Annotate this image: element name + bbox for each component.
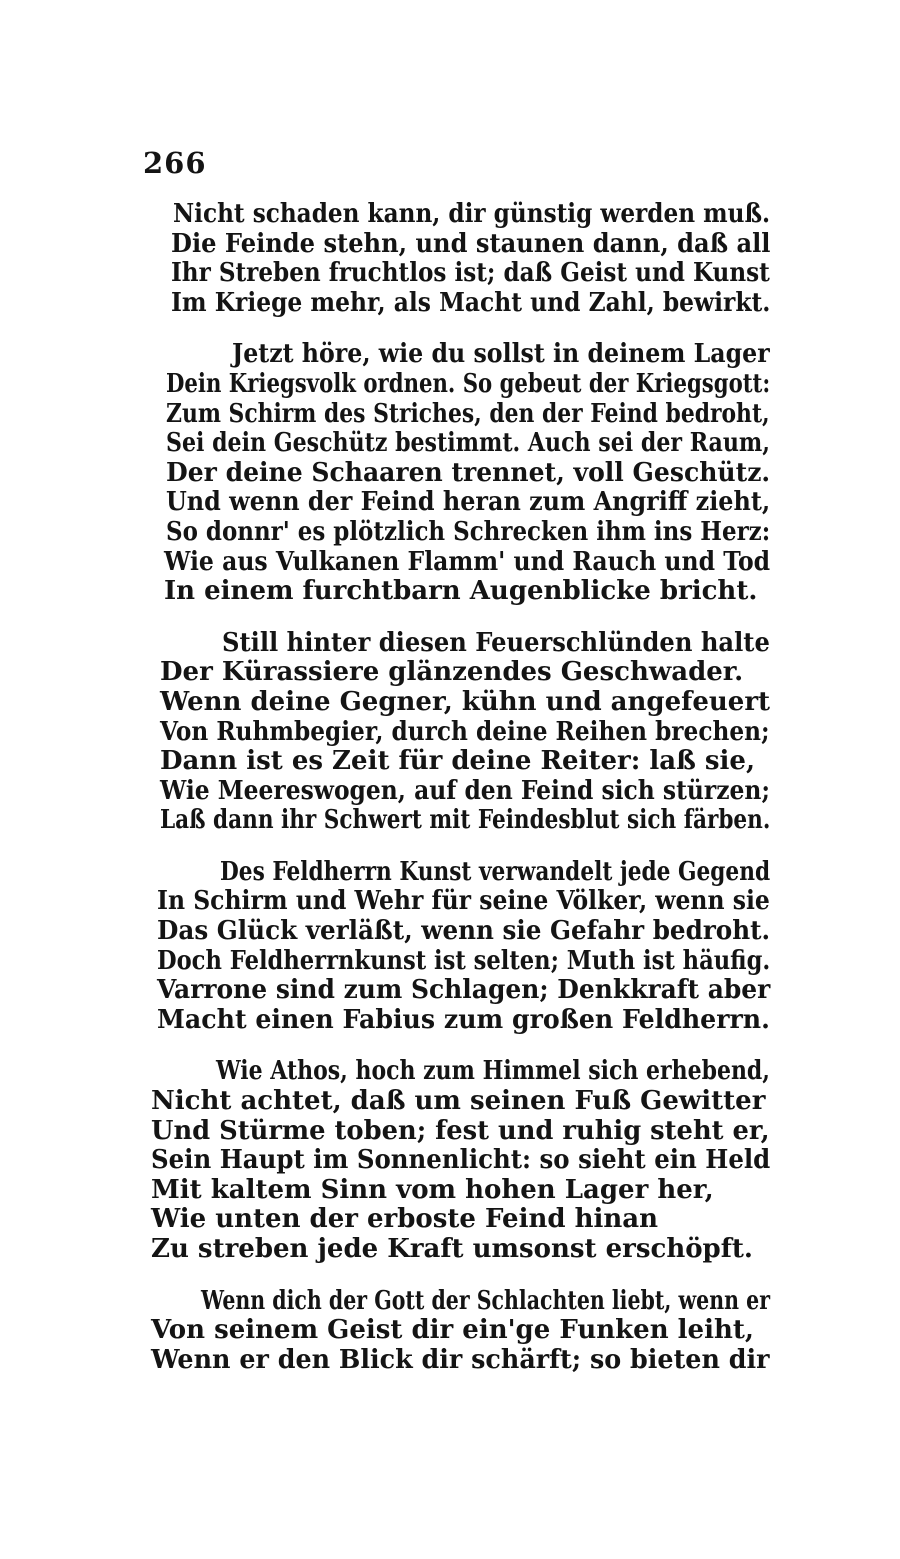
verse-line: Der deine Schaaren trennet, voll Geschütz.: [166, 457, 771, 488]
verse-line: Wie unten der erboste Feind hinan: [151, 1204, 659, 1235]
verse-line: Wenn er den Blick dir schärft; so bieten dir: [151, 1344, 770, 1375]
verse-line: In Schirm und Wehr für seine Völker, wenn sie: [157, 886, 770, 917]
verse-line: Und Stürme toben; fest und ruhig steht er,: [151, 1115, 770, 1146]
stanza-3: [0, 629, 900, 836]
verse-line: Dein Kriegsvolk ordnen. So gebeut der Kriegsgott:: [166, 368, 771, 399]
verse-line: Laß dann ihr Schwert mit Feindesblut sich färben.: [160, 805, 771, 836]
verse-line: Sein Haupt im Sonnenlicht: so sieht ein Held: [151, 1145, 771, 1176]
verse-line: Wenn deine Gegner, kühn und angefeuert: [160, 686, 771, 717]
verse-line: Varrone sind zum Schlagen; Denkkraft aber: [157, 975, 771, 1006]
stanza-4: [0, 858, 900, 1036]
verse-line: Wenn dich der Gott der Schlachten liebt, wenn er: [201, 1285, 770, 1316]
verse-line: Zum Schirm des Striches, den der Feind bedroht,: [166, 398, 770, 429]
verse-line: Von Ruhmbegier, durch deine Reihen brechen;: [160, 716, 770, 747]
page-number: 266: [143, 146, 207, 180]
verse-line: Des Feldherrn Kunst verwandelt jede Gegend: [220, 856, 771, 887]
verse-line: Nicht schaden kann, dir günstig werden muß.: [173, 199, 771, 229]
verse-line: Dann ist es Zeit für deine Reiter: laß sie,: [160, 746, 756, 777]
verse-line: Sei dein Geschütz bestimmt. Auch sei der Raum,: [166, 428, 770, 459]
verse-line: Der Kürassiere glänzendes Geschwader.: [160, 657, 744, 688]
stanza-2: [0, 340, 900, 606]
verse-line: Das Glück verläßt, wenn sie Gefahr bedroht.: [157, 916, 771, 947]
verse-line: Wie Meereswogen, auf den Feind sich stürzen;: [160, 775, 771, 806]
verse-line: Im Kriege mehr, als Macht und Zahl, bewirkt.: [171, 287, 771, 318]
verse-line: Die Feinde stehn, und staunen dann, daß all: [171, 228, 771, 259]
verse-line: So donnr' es plötzlich Schrecken ihm ins Herz:: [166, 516, 771, 547]
verse-line: In einem furchtbarn Augenblicke bricht.: [164, 576, 758, 607]
verse-line: Jetzt höre, wie du sollst in deinem Lager: [232, 339, 770, 370]
stanza-5: [0, 1057, 900, 1264]
verse-line: Macht einen Fabius zum großen Feldherrn.: [157, 1004, 770, 1035]
verse-line: Doch Feldherrnkunst ist selten; Muth ist häufig.: [157, 945, 771, 976]
verse-line: Ihr Streben fruchtlos ist; daß Geist und Kunst: [171, 258, 770, 289]
verse-line: Wie Athos, hoch zum Himmel sich erhebend,: [216, 1056, 770, 1087]
verse-line: Mit kaltem Sinn vom hohen Lager her,: [151, 1174, 714, 1205]
stanza-6: [0, 1287, 900, 1376]
verse-line: Nicht achtet, daß um seinen Fuß Gewitter: [151, 1086, 766, 1117]
verse-line: Zu streben jede Kraft umsonst erschöpft.: [151, 1234, 753, 1264]
stanza-1: [0, 200, 900, 318]
poem-text: [0, 200, 900, 1397]
verse-line: Wie aus Vulkanen Flamm' und Rauch und Tod: [164, 546, 771, 577]
verse-line: Und wenn der Feind heran zum Angriff zieht,: [166, 487, 771, 518]
verse-line: Von seinem Geist dir ein'ge Funken leiht,: [151, 1315, 754, 1346]
verse-line: Still hinter diesen Feuerschlünden halte: [222, 627, 770, 658]
